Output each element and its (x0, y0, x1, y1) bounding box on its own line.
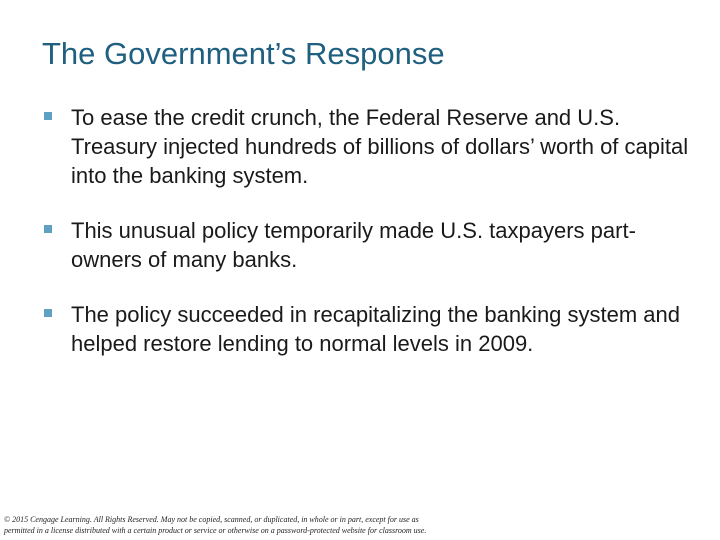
square-bullet-icon (44, 309, 52, 317)
square-bullet-icon (44, 112, 52, 120)
bullet-text: To ease the credit crunch, the Federal Reserve and U.S. Treasury injected hundreds of billions of dollars’ worth of capital into the banking system. (71, 105, 689, 188)
bullet-item (42, 103, 692, 190)
square-bullet-icon (44, 225, 52, 233)
bullet-text: The policy succeeded in recapitalizing the banking system and helped restore lending to normal levels in 2009. (71, 302, 681, 356)
copyright-notice (4, 514, 654, 536)
copyright-line: © 2015 Cengage Learning. All Rights Reserved. May not be copied, scanned, or duplicated, in whole or in part, except for use as (4, 515, 419, 524)
slide-title: The Government’s Response (42, 36, 445, 71)
bullet-item (42, 216, 692, 274)
copyright-line: permitted in a license distributed with a certain product or service or otherwise on a password-protected website for classroom use. (4, 526, 427, 535)
bullet-text: This unusual policy temporarily made U.S. taxpayers part-owners of many banks. (71, 218, 636, 272)
bullet-list (42, 103, 692, 384)
bullet-item (42, 300, 692, 358)
